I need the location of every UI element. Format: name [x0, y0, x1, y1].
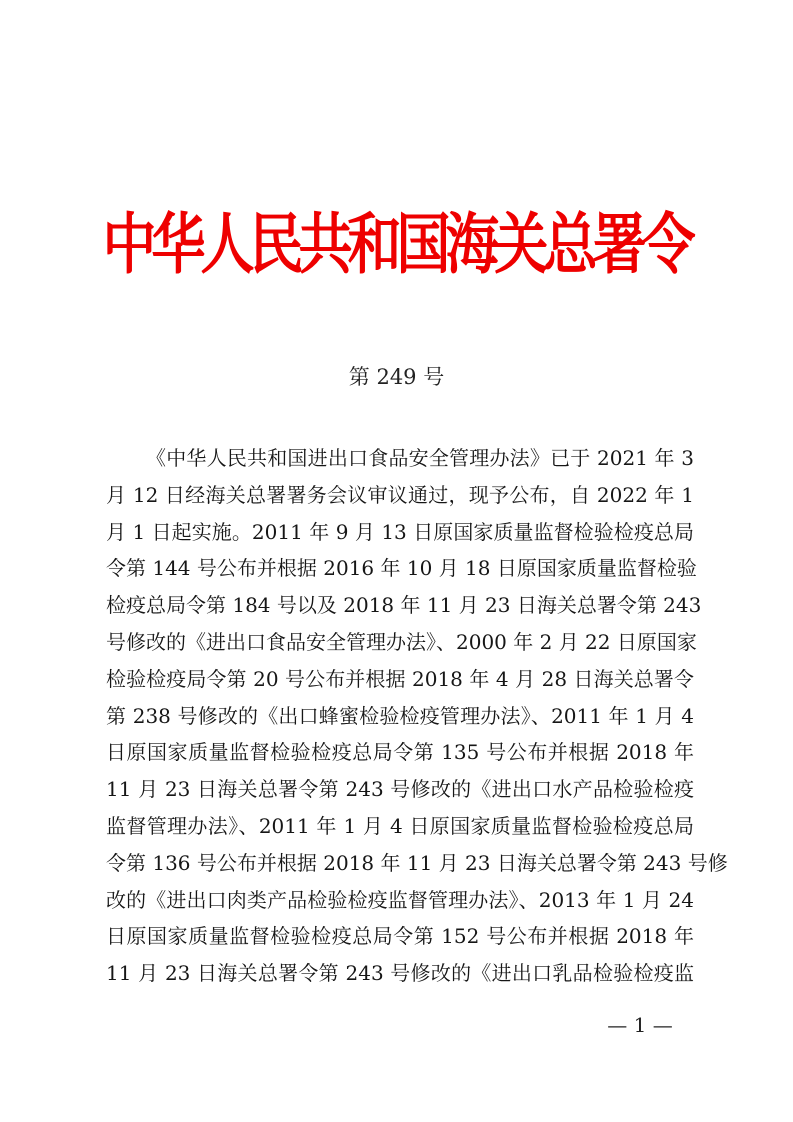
order-number: 第 249 号: [348, 365, 445, 389]
body-line: 日原国家质量监督检验检疫总局令第 135 号公布并根据 2018 年: [106, 740, 694, 765]
body-line: 令第 136 号公布并根据 2018 年 11 月 23 日海关总署令第 243 号修: [106, 850, 728, 875]
body-line: 改的《进出口肉类产品检验检疫监督管理办法》、2013 年 1 月 24: [106, 887, 694, 912]
body-line: 《中华人民共和国进出口食品安全管理办法》已于 2021 年 3: [146, 446, 694, 470]
page-number: — 1 —: [607, 1013, 673, 1037]
body-line: 月 1 日起实施。2011 年 9 月 13 日原国家质量监督检验检疫总局: [106, 519, 694, 544]
body-line: 令第 144 号公布并根据 2016 年 10 月 18 日原国家质量监督检验: [106, 556, 697, 581]
body-line: 检疫总局令第 184 号以及 2018 年 11 月 23 日海关总署令第 243: [106, 593, 702, 618]
body-line: 11 月 23 日海关总署令第 243 号修改的《进出口乳品检验检疫监: [106, 961, 694, 986]
body-line: 监督管理办法》、2011 年 1 月 4 日原国家质量监督检验检疫总局: [106, 813, 694, 838]
document-header-title: 中华人民共和国海关总署令: [102, 205, 691, 283]
document-body: [106, 440, 728, 992]
body-line: 号修改的《进出口食品安全管理办法》、2000 年 2 月 22 日原国家: [106, 629, 697, 654]
body-line: 11 月 23 日海关总署令第 243 号修改的《进出口水产品检验检疫: [106, 777, 694, 802]
body-line: 日原国家质量监督检验检疫总局令第 152 号公布并根据 2018 年: [106, 924, 694, 949]
body-line: 检验检疫局令第 20 号公布并根据 2018 年 4 月 28 日海关总署令: [106, 666, 694, 691]
body-line: 月 12 日经海关总署署务会议审议通过，现予公布，自 2022 年 1: [106, 482, 694, 507]
body-line: 第 238 号修改的《出口蜂蜜检验检疫管理办法》、2011 年 1 月 4: [106, 703, 694, 728]
